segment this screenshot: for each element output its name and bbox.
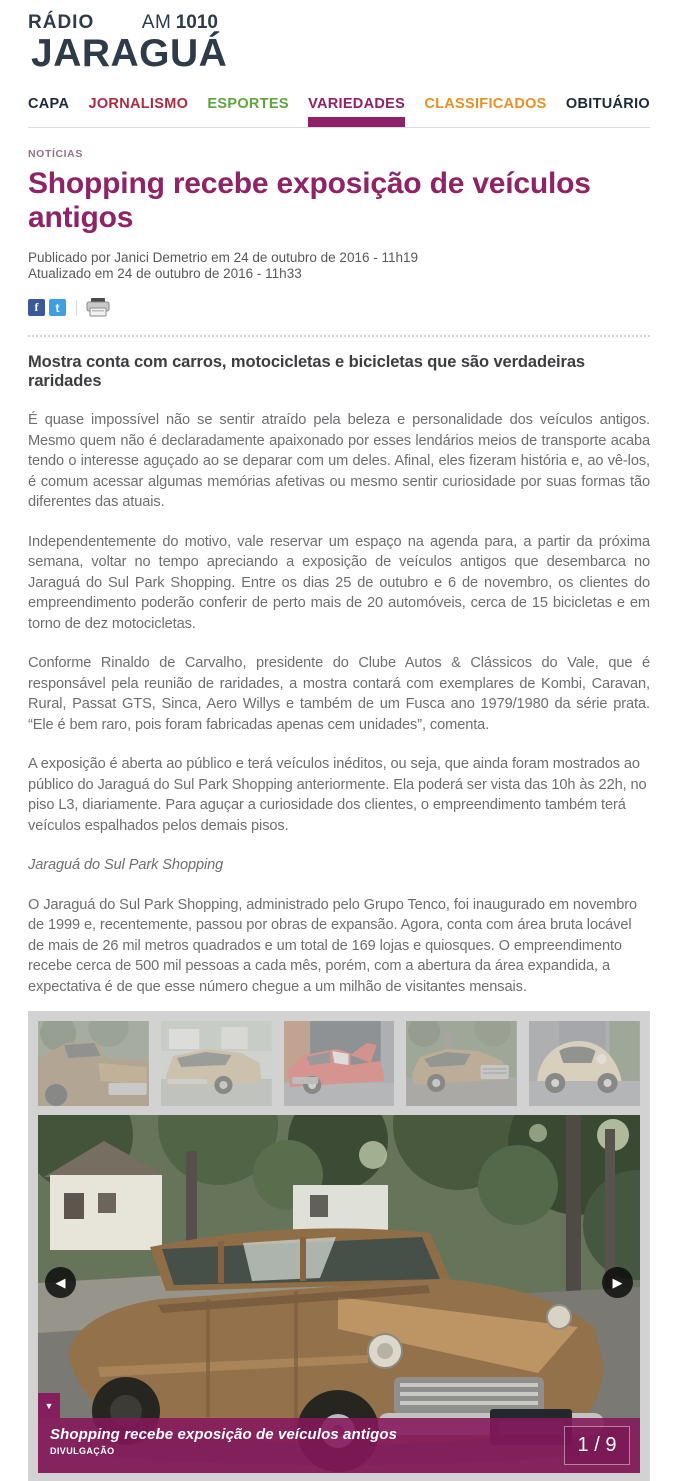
next-arrow-icon: ▶	[612, 1275, 623, 1290]
updated-line: Atualizado em 24 de outubro de 2016 - 11h33	[28, 265, 302, 281]
paragraph: A exposição é aberta ao público e terá veículos inéditos, ou seja, que ainda foram mostrados ao público do Jaraguá do Sul Park Shopping anteriormente. Ela poderá ser vista das 10h às 22h, no piso L3, diariamente. Para aguçar a curiosidade dos clientes, o empreendimento também terá veículos espalhados pelos demais pisos.	[28, 756, 647, 834]
article-title: Shopping recebe exposição de veículos antigos	[28, 167, 591, 234]
nav-item-jornalismo[interactable]: JORNALISMO	[88, 96, 189, 112]
photo-caption-title: Shopping recebe exposição de veículos antigos	[50, 1426, 398, 1443]
article-meta	[28, 250, 650, 281]
published-line: Publicado por Janici Demetrio em 24 de outubro de 2016 - 11h19	[28, 250, 418, 265]
nav-item-classificados[interactable]: CLASSIFICADOS	[424, 96, 547, 112]
share-bar	[28, 298, 650, 317]
thumbnail-bronze-classic-car-front[interactable]	[38, 1021, 149, 1106]
caption-toggle-button[interactable]	[38, 1393, 60, 1418]
paragraph: É quase impossível não se sentir atraído pela beleza e personalidade dos veículos antigos. Mesmo quem não é declaradamente apaixonado por esses lendários meios de transporte acaba tendo o interesse aguçado ao se deparar com um deles. Afinal, eles fizeram história e, ao vê-los, é comum acessar algumas memórias afetivas ou mesmo sentir curiosidade por suas formas tão diferentes das atuais.	[28, 412, 650, 510]
site-header	[28, 0, 650, 74]
paragraph: O Jaraguá do Sul Park Shopping, administrado pelo Grupo Tenco, foi inaugurado em novembro de 1999 e, recentemente, passou por obras de expansão. Agora, conta com área bruta locável de mais de 26 mil metros quadrados e um total de 169 lojas e quiosques. O empreendimento recebe cerca de 500 mil pessoas a cada mês, porém, com a abertura da área expandida, a expectativa é de que esse número chegue a um milhão de visitantes mensais.	[28, 896, 638, 995]
chevron-down-icon: ▼	[44, 1400, 54, 1411]
paragraph: Independentemente do motivo, vale reservar um espaço na agenda para, a partir da próxima semana, voltar no tempo apreciando a exposição de veículos antigos que desembarca no Jaraguá do Sul Park Shopping. Entre os dias 25 de outubro e 6 de novembro, os clientes do empreendimento poderão conferir de perto mais de 20 automóveis, cerca de 15 bicicletas e em torno de dez motocicletas.	[28, 533, 650, 632]
photo-credit: DIVULGAÇÃO	[50, 1446, 115, 1456]
photo-gallery	[28, 1011, 650, 1481]
nav-item-esportes[interactable]: ESPORTES	[207, 96, 289, 112]
paragraph: Conforme Rinaldo de Carvalho, presidente do Clube Autos & Clássicos do Vale, que é responsável pela reunião de raridades, a mostra contará com exemplares de Kombi, Caravan, Rural, Passat GTS, Sinca, Aero Willys e também de um Fusca ano 1979/1980 da série prata. “Ele é bem raro, pois foram fabricadas apenas cem unidades”, comenta.	[28, 655, 650, 733]
prev-arrow-icon: ◀	[55, 1275, 66, 1290]
twitter-share-icon[interactable]: t	[49, 299, 66, 316]
nav-item-variedades[interactable]: VARIEDADES	[308, 96, 405, 127]
station-logo[interactable]	[28, 12, 228, 75]
photo-counter: 1 / 9	[564, 1426, 630, 1465]
thumbnail-red-car-doors-open[interactable]	[284, 1021, 395, 1106]
thumbnail-cream-beetle[interactable]	[529, 1021, 640, 1106]
gallery-thumbnails	[38, 1021, 640, 1106]
nav-item-capa[interactable]: CAPA	[28, 96, 70, 112]
share-separator	[76, 300, 77, 316]
nav-item-obituario[interactable]: OBITUÁRIO	[565, 96, 650, 112]
thumbnail-gold-sedan-front[interactable]	[406, 1021, 517, 1106]
print-icon[interactable]	[86, 298, 110, 317]
dotted-divider	[28, 335, 650, 337]
article-body	[28, 410, 650, 997]
thumbnail-beige-sedan-rear[interactable]	[161, 1021, 272, 1106]
next-photo-button[interactable]	[602, 1267, 633, 1298]
facebook-share-icon[interactable]: f	[28, 299, 45, 316]
prev-photo-button[interactable]	[45, 1267, 76, 1298]
main-nav	[28, 96, 650, 128]
article-category[interactable]: NOTÍCIAS	[28, 148, 83, 160]
article-lead: Mostra conta com carros, motocicletas e bicicletas que são verdadeiras raridades	[28, 353, 585, 390]
photo-caption-bar	[38, 1418, 640, 1473]
logo-radio-text: RÁDIO	[28, 12, 95, 33]
page	[28, 0, 650, 1481]
paragraph-italic: Jaraguá do Sul Park Shopping	[28, 857, 224, 873]
gallery-main-photo[interactable]	[38, 1115, 640, 1473]
logo-am-freq: AM 1010	[141, 12, 218, 33]
logo-name-text: JARAGUÁ	[31, 32, 228, 75]
